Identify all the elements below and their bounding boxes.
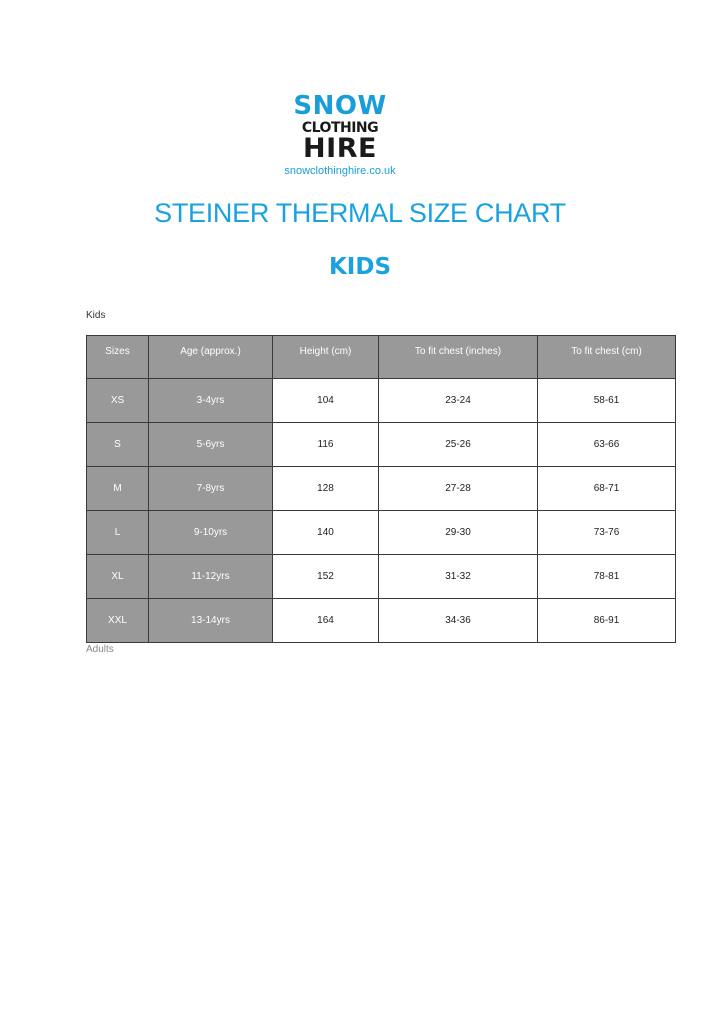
height-cell: 104 bbox=[273, 379, 379, 423]
size-cell: S bbox=[87, 423, 149, 467]
table-row bbox=[87, 379, 676, 423]
chest-cm-cell: 58-61 bbox=[538, 379, 676, 423]
logo-hire-text: HIRE bbox=[303, 133, 377, 164]
header-age: Age (approx.) bbox=[149, 336, 273, 379]
chest-cm-cell: 63-66 bbox=[538, 423, 676, 467]
age-cell: 7-8yrs bbox=[149, 467, 273, 511]
age-cell: 13-14yrs bbox=[149, 599, 273, 643]
height-cell: 128 bbox=[273, 467, 379, 511]
header-chest-inches: To fit chest (inches) bbox=[379, 336, 538, 379]
age-cell: 3-4yrs bbox=[149, 379, 273, 423]
height-cell: 140 bbox=[273, 511, 379, 555]
table-row bbox=[87, 467, 676, 511]
size-chart-table bbox=[86, 335, 676, 643]
chest-cm-cell: 86-91 bbox=[538, 599, 676, 643]
chest-inches-cell: 31-32 bbox=[379, 555, 538, 599]
size-cell: M bbox=[87, 467, 149, 511]
chest-cm-cell: 78-81 bbox=[538, 555, 676, 599]
chest-inches-cell: 27-28 bbox=[379, 467, 538, 511]
table-row bbox=[87, 423, 676, 467]
header-chest-cm: To fit chest (cm) bbox=[538, 336, 676, 379]
table-row bbox=[87, 599, 676, 643]
table-row bbox=[87, 511, 676, 555]
size-cell: XS bbox=[87, 379, 149, 423]
height-cell: 152 bbox=[273, 555, 379, 599]
logo-clothing-text: CLOTHING bbox=[301, 120, 379, 136]
size-cell: XXL bbox=[87, 599, 149, 643]
chest-inches-cell: 23-24 bbox=[379, 379, 538, 423]
chest-inches-cell: 29-30 bbox=[379, 511, 538, 555]
table-row bbox=[87, 555, 676, 599]
size-cell: L bbox=[87, 511, 149, 555]
age-cell: 9-10yrs bbox=[149, 511, 273, 555]
chest-cm-cell: 73-76 bbox=[538, 511, 676, 555]
age-cell: 11-12yrs bbox=[149, 555, 273, 599]
height-cell: 164 bbox=[273, 599, 379, 643]
page-subtitle: KIDS bbox=[328, 254, 392, 280]
logo-snow-text: SNOW bbox=[293, 91, 387, 121]
table-header-row bbox=[87, 336, 676, 379]
header-sizes: Sizes bbox=[87, 336, 149, 379]
chest-inches-cell: 34-36 bbox=[379, 599, 538, 643]
height-cell: 116 bbox=[273, 423, 379, 467]
table-caption: Kids bbox=[86, 310, 106, 321]
cropped-next-caption: Adults bbox=[86, 644, 114, 655]
logo-url: snowclothinghire.co.uk bbox=[284, 165, 396, 177]
chest-cm-cell: 68-71 bbox=[538, 467, 676, 511]
chest-inches-cell: 25-26 bbox=[379, 423, 538, 467]
age-cell: 5-6yrs bbox=[149, 423, 273, 467]
header-height: Height (cm) bbox=[273, 336, 379, 379]
size-cell: XL bbox=[87, 555, 149, 599]
page-title: STEINER THERMAL SIZE CHART bbox=[154, 198, 566, 228]
snow-clothing-hire-logo bbox=[282, 93, 398, 178]
